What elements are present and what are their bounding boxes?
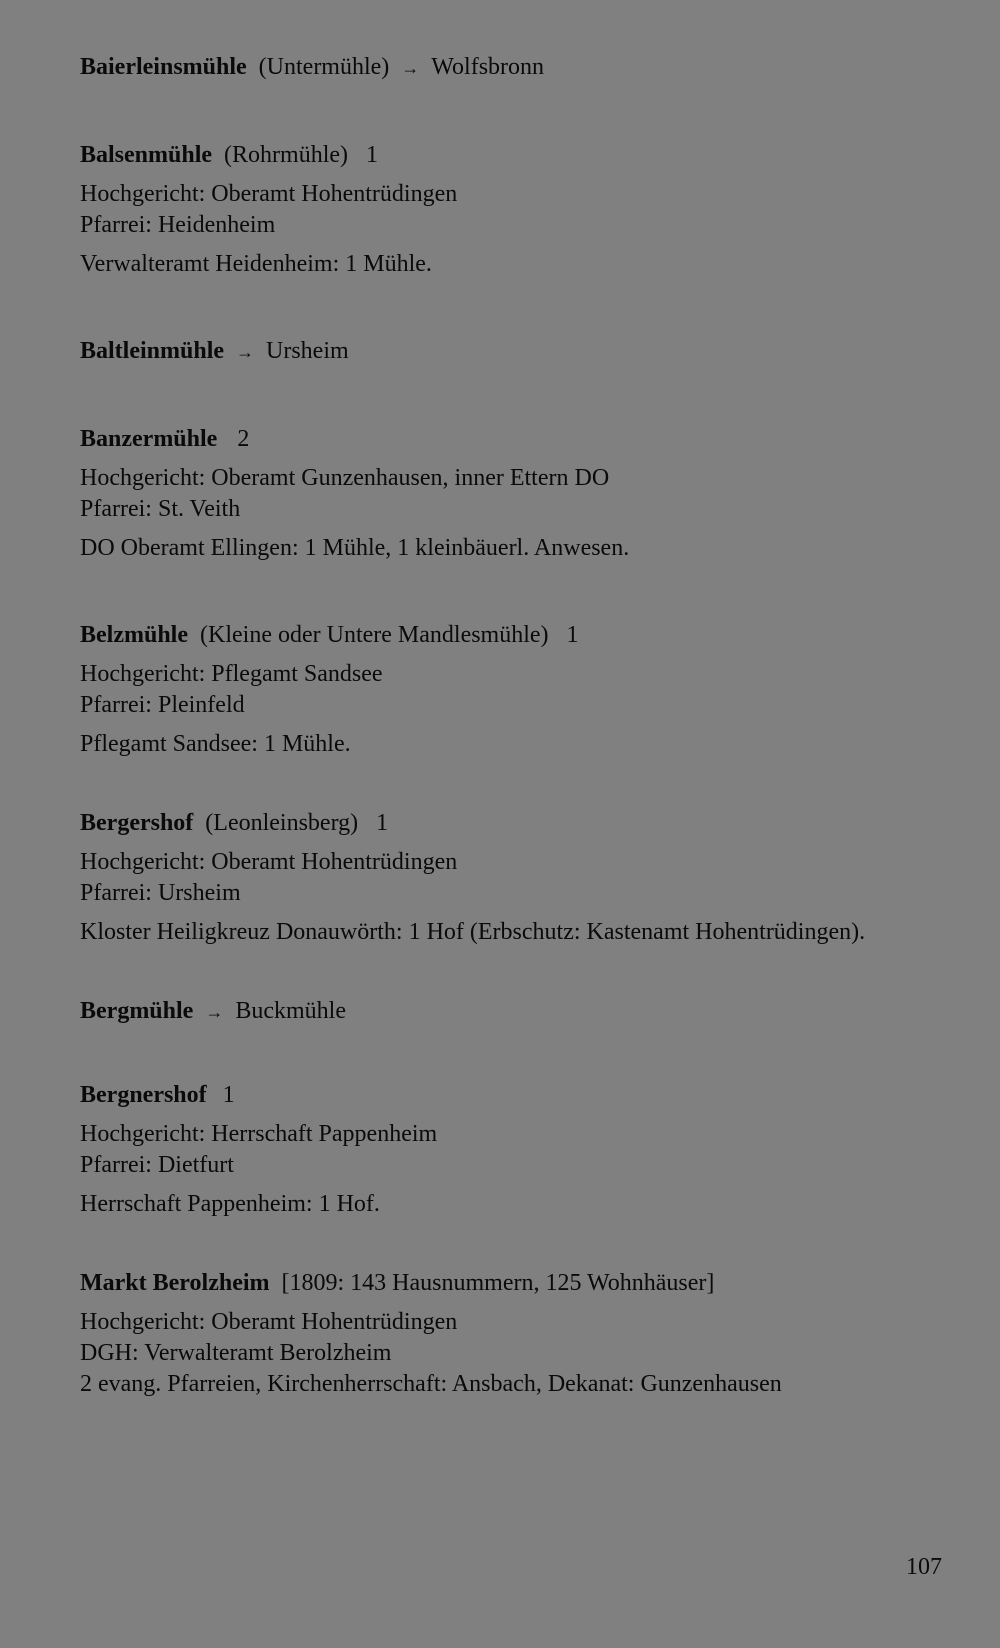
cross-reference-target: Buckmühle xyxy=(235,998,346,1024)
jurisdiction-line: Hochgericht: Oberamt Hohentrüdingen xyxy=(80,181,458,207)
entry-banzermuehle xyxy=(80,424,946,564)
parish-line: Pfarrei: Heidenheim xyxy=(80,212,276,238)
entry-heading xyxy=(80,1080,946,1111)
holdings-line: Kloster Heiligkreuz Donauwörth: 1 Hof (Erbschutz: Kastenamt Hohentrüdingen). xyxy=(80,919,866,945)
entry-bergnershof xyxy=(80,1080,946,1220)
alternate-name-and-count: (Rohrmühle) 1 xyxy=(224,142,379,168)
alternate-name: (Untermühle) xyxy=(258,54,390,80)
jurisdiction-line: Hochgericht: Oberamt Hohentrüdingen xyxy=(80,1309,458,1335)
place-name: Bergnershof xyxy=(80,1082,207,1108)
page-number: 107 xyxy=(906,1554,942,1580)
entry-bergmuehle xyxy=(80,996,946,1028)
cross-reference-arrow-icon: → xyxy=(401,58,420,78)
holdings-line: Verwalteramt Heidenheim: 1 Mühle. xyxy=(80,251,432,277)
entry-heading xyxy=(80,336,946,368)
parish-line: Pfarrei: Ursheim xyxy=(80,880,241,906)
entry-heading xyxy=(80,1268,946,1299)
entry-heading xyxy=(80,996,946,1028)
jurisdiction-line: Hochgericht: Pflegamt Sandsee xyxy=(80,661,383,687)
entry-heading xyxy=(80,424,946,455)
alternate-name-and-count: (Leonleinsberg) 1 xyxy=(205,810,389,836)
holdings-line: Herrschaft Pappenheim: 1 Hof. xyxy=(80,1191,380,1217)
entry-heading xyxy=(80,808,946,839)
place-name: Bergershof xyxy=(80,810,194,836)
jurisdiction-line: Hochgericht: Herrschaft Pappenheim xyxy=(80,1121,438,1147)
jurisdiction-line: Hochgericht: Oberamt Hohentrüdingen xyxy=(80,849,458,875)
entry-baltleinmuehle xyxy=(80,336,946,368)
entry-heading xyxy=(80,620,946,651)
entry-berolzheim xyxy=(80,1268,946,1400)
place-name: Belzmühle xyxy=(80,622,188,648)
cross-reference-arrow-icon: → xyxy=(236,342,255,362)
place-name: Balsenmühle xyxy=(80,142,213,168)
cross-reference-target: Ursheim xyxy=(266,338,349,364)
alternate-name-and-count: (Kleine oder Untere Mandlesmühle) 1 xyxy=(200,622,579,648)
page-text-column xyxy=(80,52,946,1400)
entry-balsenmuehle xyxy=(80,140,946,280)
household-count: 1 xyxy=(222,1082,235,1108)
entry-belzmuehle xyxy=(80,620,946,760)
place-name: Banzermühle xyxy=(80,426,218,452)
parish-line: Pfarrei: Pleinfeld xyxy=(80,692,245,718)
lower-court-line: DGH: Verwalteramt Berolzheim xyxy=(80,1340,392,1366)
entry-baierleinsmuehle xyxy=(80,52,946,84)
parish-line: Pfarrei: St. Veith xyxy=(80,496,241,522)
place-name: Baltleinmühle xyxy=(80,338,225,364)
parish-line: 2 evang. Pfarreien, Kirchenherrschaft: Ansbach, Dekanat: Gunzenhausen xyxy=(80,1371,782,1397)
household-count: 2 xyxy=(237,426,250,452)
holdings-line: Pflegamt Sandsee: 1 Mühle. xyxy=(80,731,351,757)
place-name: Bergmühle xyxy=(80,998,194,1024)
census-note: [1809: 143 Hausnummern, 125 Wohnhäuser] xyxy=(281,1270,715,1296)
jurisdiction-line: Hochgericht: Oberamt Gunzenhausen, inner Ettern DO xyxy=(80,465,610,491)
parish-line: Pfarrei: Dietfurt xyxy=(80,1152,234,1178)
cross-reference-arrow-icon: → xyxy=(205,1002,224,1022)
entry-heading xyxy=(80,52,946,84)
cross-reference-target: Wolfsbronn xyxy=(431,54,545,80)
holdings-line: DO Oberamt Ellingen: 1 Mühle, 1 kleinbäuerl. Anwesen. xyxy=(80,535,630,561)
place-name: Baierleinsmühle xyxy=(80,54,247,80)
entry-heading xyxy=(80,140,946,171)
place-name: Markt Berolzheim xyxy=(80,1270,270,1296)
entry-bergershof xyxy=(80,808,946,948)
